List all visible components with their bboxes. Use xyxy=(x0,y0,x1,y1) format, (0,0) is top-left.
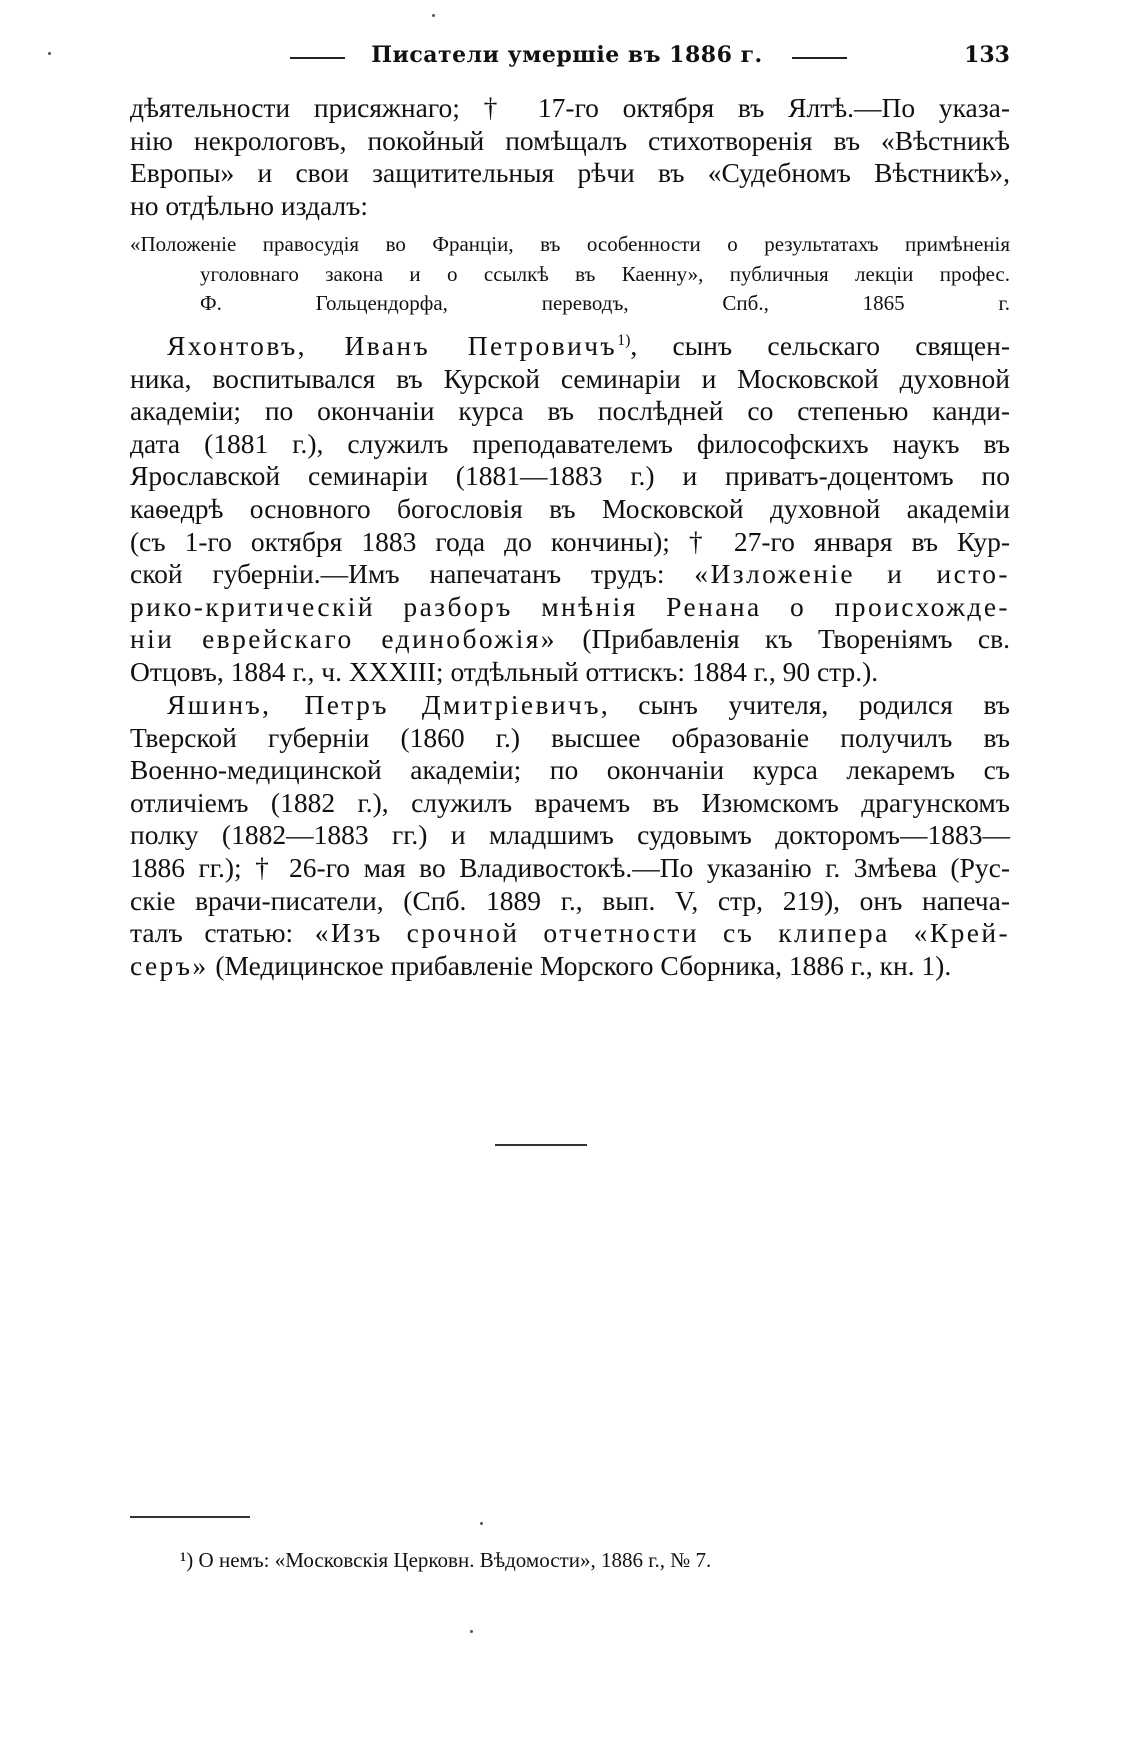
quote-line: Ф. Гольцендорфа, переводъ, Спб., 1865 г. xyxy=(200,291,1010,315)
text-line: Ярославской семинаріи (1881—1883 г.) и приватъ-доцентомъ по xyxy=(130,460,1010,492)
print-speck xyxy=(470,1630,473,1633)
text-line xyxy=(130,950,1010,983)
continuation-paragraph xyxy=(130,92,1010,222)
text-line: отличіемъ (1882 г.), служилъ врачемъ въ Изюмскомъ драгунскомъ xyxy=(130,786,1010,818)
running-header xyxy=(130,42,1010,76)
print-speck xyxy=(432,14,435,17)
header-rule-right xyxy=(792,57,847,59)
entry-first-line xyxy=(130,330,1010,363)
entry-name: Яшинъ, Петръ Дмитріевичъ xyxy=(167,689,601,720)
text-line: Отцовъ, 1884 г., ч. XXXIII; отдѣльный оттискъ: 1884 г., 90 стр.). xyxy=(130,655,879,687)
text-line xyxy=(130,623,1010,656)
text-line: Тверской губерніи (1860 г.) высшее образованіе получилъ въ xyxy=(130,721,1010,753)
entry-name: Яхонтовъ, Иванъ Петровичъ xyxy=(167,330,618,361)
quote-line: «Положеніе правосудія во Франціи, въ особенности о результатахъ примѣненія xyxy=(130,232,1010,256)
text-line: полку (1882—1883 гг.) и младшимъ судовымъ докторомъ—1883— xyxy=(130,819,1010,851)
section-end-rule xyxy=(495,1144,587,1146)
footnote-mark: 1) xyxy=(617,331,631,349)
entry-text: , сынъ учителя, родился въ xyxy=(600,689,1010,720)
footnote-rule xyxy=(130,1516,250,1518)
text-line: ника, воспитывался въ Курской семинаріи и Московской духовной xyxy=(130,362,1010,394)
header-rule-left xyxy=(290,57,345,59)
bibliographic-quote xyxy=(130,230,1010,319)
text-line: нію некрологовъ, покойный помѣщалъ стихотворенія въ «Вѣстникѣ xyxy=(130,124,1010,156)
text-line: дѣятельности присяжнаго; † 17-го октября въ Ялтѣ.—По указа- xyxy=(130,92,1010,123)
text-line: каѳедрѣ основного богословія въ Московской духовной академіи xyxy=(130,492,1010,524)
work-title: «Изложеніе и исто- xyxy=(694,558,1010,590)
text-line xyxy=(130,917,1010,950)
text-line: Военно-медицинской академіи; по окончаніи курса лекаремъ съ xyxy=(130,754,1010,786)
entry-yashin xyxy=(130,689,1010,982)
text-line: академіи; по окончаніи курса въ послѣдней со степенью канди- xyxy=(130,395,1010,427)
print-speck xyxy=(480,1522,483,1525)
text-line: но отдѣльно издалъ: xyxy=(130,189,369,221)
entry-text: , сынъ сельскаго священ- xyxy=(630,330,1010,361)
quote-line: уголовнаго закона и о ссылкѣ въ Каенну», публичныя лекціи профес. xyxy=(200,261,1010,286)
work-title: серъ» xyxy=(130,949,209,981)
text-line: дата (1881 г.), служилъ преподавателемъ философскихъ наукъ въ xyxy=(130,427,1010,459)
entry-text: (Прибавленія къ Твореніямъ св. xyxy=(556,623,1010,655)
work-title: ніи еврейскаго единобожія» xyxy=(130,623,557,655)
running-title: Писатели умершіе въ 1886 г. xyxy=(371,42,763,68)
text-line: скіе врачи-писатели, (Спб. 1889 г., вып. V, стр, 219), онъ напеча- xyxy=(130,884,1010,916)
work-title-line: рико-критическій разборъ мнѣнія Ренана о происхожде- xyxy=(130,590,1010,622)
text-line: 1886 гг.); † 26-го мая во Владивостокѣ.—По указанію г. Змѣева (Рус- xyxy=(130,851,1010,883)
print-speck xyxy=(48,52,51,55)
page-number: 133 xyxy=(964,42,1010,68)
entry-first-line xyxy=(130,689,1010,722)
footnote: ¹) О немъ: «Московскія Церковн. Вѣдомости», 1886 г., № 7. xyxy=(180,1548,712,1572)
entry-text: ской губерніи.—Имъ напечатанъ трудъ: xyxy=(130,558,695,590)
entry-text: талъ статью: xyxy=(130,917,315,949)
text-line: (съ 1-го октября 1883 года до кончины); † 27-го января въ Кур- xyxy=(130,525,1010,557)
work-title: «Изъ срочной отчетности съ клипера «Крей- xyxy=(314,917,1010,949)
text-line: Европы» и свои защитительныя рѣчи въ «Судебномъ Вѣстникѣ», xyxy=(130,157,1010,189)
entry-yakhontov xyxy=(130,330,1010,689)
entry-text: (Медицинское прибавленіе Морского Сборника, 1886 г., кн. 1). xyxy=(208,949,952,981)
text-line xyxy=(130,558,1010,591)
